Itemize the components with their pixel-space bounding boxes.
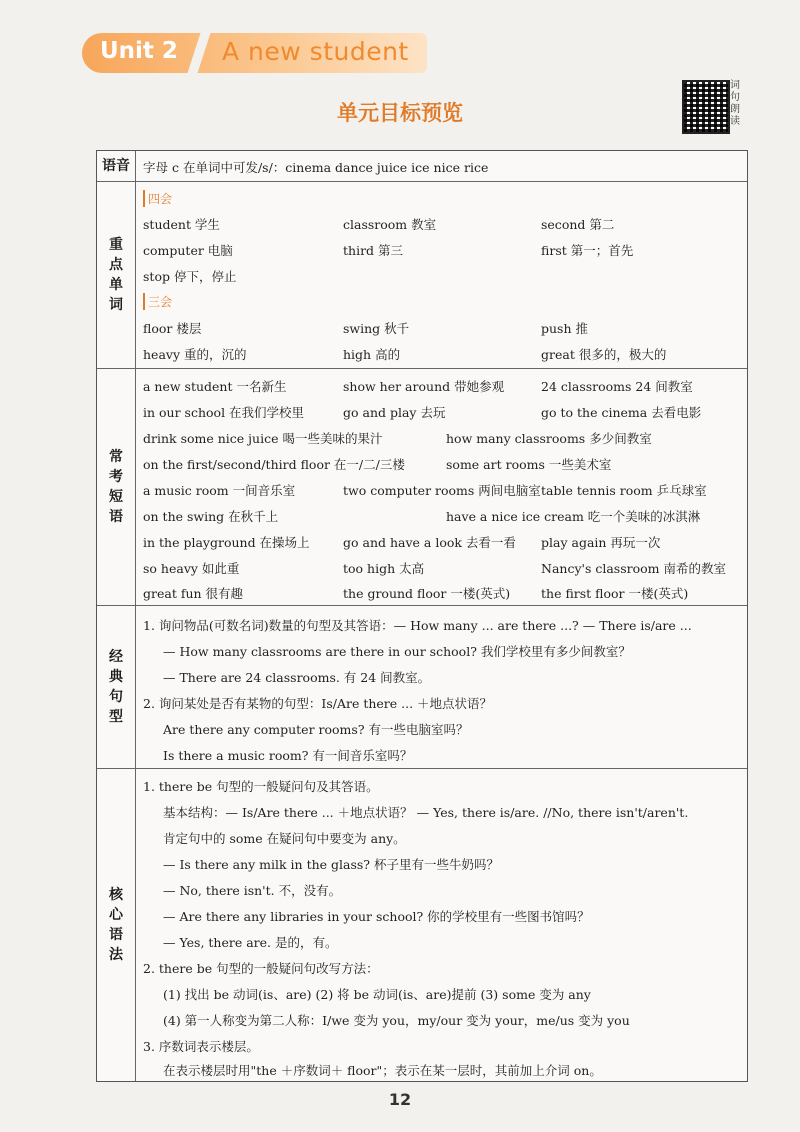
row-label: 语音 bbox=[97, 151, 136, 181]
phrase-item: two computer rooms 两间电脑室 bbox=[343, 483, 541, 498]
row-pronunciation bbox=[97, 151, 747, 182]
qr-label: 词句朗读 bbox=[730, 80, 740, 127]
word-item: second 第二 bbox=[541, 217, 615, 232]
row-label: 重点单词 bbox=[97, 182, 136, 368]
phrase-item: on the swing 在秋千上 bbox=[143, 509, 279, 524]
phrase-item: Nancy's classroom 南希的教室 bbox=[541, 561, 726, 576]
unit-title: A new student bbox=[222, 37, 409, 66]
grammar-line: 基本结构：— Is/Are there ... ＋地点状语？ — Yes, there is/are. //No, there isn't/aren't. bbox=[163, 805, 689, 820]
grammar-line: 2. there be 句型的一般疑问句改写方法： bbox=[143, 961, 379, 976]
word-item: first 第一；首先 bbox=[541, 243, 634, 258]
row-content bbox=[143, 769, 741, 1081]
phrase-item: go and play 去玩 bbox=[343, 405, 446, 420]
row-content bbox=[143, 182, 741, 368]
row-grammar bbox=[97, 769, 747, 1081]
phrase-item: 24 classrooms 24 间教室 bbox=[541, 379, 693, 394]
qr-code-icon[interactable] bbox=[682, 80, 730, 134]
phrase-item: too high 太高 bbox=[343, 561, 425, 576]
phrase-item: show her around 带她参观 bbox=[343, 379, 505, 394]
subheading-four-skills: 四会 bbox=[143, 190, 172, 207]
sentence-line: Are there any computer rooms? 有一些电脑室吗？ bbox=[163, 722, 469, 737]
phrase-item: some art rooms 一些美术室 bbox=[446, 457, 612, 472]
word-item: push 推 bbox=[541, 321, 588, 336]
phrase-item: play again 再玩一次 bbox=[541, 535, 661, 550]
phrase-item: the first floor 一楼(英式) bbox=[541, 586, 689, 601]
word-item: high 高的 bbox=[343, 347, 401, 362]
pronunciation-text: 字母 c 在单词中可发/s/：cinema dance juice ice nice rice bbox=[143, 160, 489, 175]
phrase-item: a new student 一名新生 bbox=[143, 379, 287, 394]
row-phrases bbox=[97, 369, 747, 606]
row-content bbox=[143, 151, 741, 181]
word-item: heavy 重的，沉的 bbox=[143, 347, 247, 362]
page-title: 单元目标预览 bbox=[337, 101, 463, 125]
sentence-line: — How many classrooms are there in our school? 我们学校里有多少间教室？ bbox=[163, 644, 631, 659]
row-content bbox=[143, 606, 741, 768]
grammar-line: 肯定句中的 some 在疑问句中要变为 any。 bbox=[163, 831, 406, 846]
grammar-line: 1. there be 句型的一般疑问句及其答语。 bbox=[143, 779, 379, 794]
phrase-item: a music room 一间音乐室 bbox=[143, 483, 296, 498]
phrase-item: great fun 很有趣 bbox=[143, 586, 244, 601]
word-item: floor 楼层 bbox=[143, 321, 202, 336]
word-item: swing 秋千 bbox=[343, 321, 410, 336]
grammar-line: 在表示楼层时用"the ＋序数词＋ floor"；表示在某一层时，其前加上介词 on。 bbox=[163, 1063, 602, 1078]
row-label: 核心语法 bbox=[97, 769, 136, 1081]
phrase-item: in the playground 在操场上 bbox=[143, 535, 310, 550]
subheading-three-skills: 三会 bbox=[143, 293, 172, 310]
phrase-item: drink some nice juice 喝一些美味的果汁 bbox=[143, 431, 383, 446]
phrase-item: table tennis room 乒乓球室 bbox=[541, 483, 707, 498]
phrase-item: so heavy 如此重 bbox=[143, 561, 240, 576]
phrase-item: in our school 在我们学校里 bbox=[143, 405, 305, 420]
row-content bbox=[143, 369, 741, 605]
phrase-item: how many classrooms 多少间教室 bbox=[446, 431, 652, 446]
sentence-line: Is there a music room? 有一间音乐室吗？ bbox=[163, 748, 413, 763]
row-label: 经典句型 bbox=[97, 606, 136, 768]
sentence-line: 1. 询问物品(可数名词)数量的句型及其答语：— How many ... are there ...? — There is/are ... bbox=[143, 618, 692, 633]
grammar-line: — Is there any milk in the glass? 杯子里有一些牛奶吗？ bbox=[163, 857, 499, 872]
word-item: classroom 教室 bbox=[343, 217, 437, 232]
banner-divider bbox=[188, 33, 211, 73]
grammar-line: — Are there any libraries in your school? 你的学校里有一些图书馆吗？ bbox=[163, 909, 590, 924]
word-item: student 学生 bbox=[143, 217, 220, 232]
page-number: 12 bbox=[388, 1090, 412, 1109]
phrase-item: have a nice ice cream 吃一个美味的冰淇淋 bbox=[446, 509, 701, 524]
unit-label: Unit 2 bbox=[100, 38, 178, 64]
row-sentences bbox=[97, 606, 747, 769]
sentence-line: — There are 24 classrooms. 有 24 间教室。 bbox=[163, 670, 431, 685]
grammar-line: — No, there isn't. 不，没有。 bbox=[163, 883, 342, 898]
unit-banner bbox=[82, 33, 427, 73]
unit-overview-table bbox=[96, 150, 748, 1082]
phrase-item: go and have a look 去看一看 bbox=[343, 535, 516, 550]
phrase-item: the ground floor 一楼(英式) bbox=[343, 586, 511, 601]
word-item: stop 停下，停止 bbox=[143, 269, 237, 284]
grammar-line: — Yes, there are. 是的，有。 bbox=[163, 935, 338, 950]
word-item: computer 电脑 bbox=[143, 243, 233, 258]
word-item: third 第三 bbox=[343, 243, 404, 258]
phrase-item: on the first/second/third floor 在一/二/三楼 bbox=[143, 457, 405, 472]
grammar-line: (1) 找出 be 动词(is、are) (2) 将 be 动词(is、are)提前 (3) some 变为 any bbox=[163, 987, 591, 1002]
word-item: great 很多的，极大的 bbox=[541, 347, 667, 362]
grammar-line: (4) 第一人称变为第二人称：I/we 变为 you，my/our 变为 your，me/us 变为 you bbox=[163, 1013, 630, 1028]
sentence-line: 2. 询问某处是否有某物的句型：Is/Are there ... ＋地点状语？ bbox=[143, 696, 493, 711]
grammar-line: 3. 序数词表示楼层。 bbox=[143, 1039, 259, 1054]
phrase-item: go to the cinema 去看电影 bbox=[541, 405, 702, 420]
row-label: 常考短语 bbox=[97, 369, 136, 605]
row-key-words bbox=[97, 182, 747, 369]
